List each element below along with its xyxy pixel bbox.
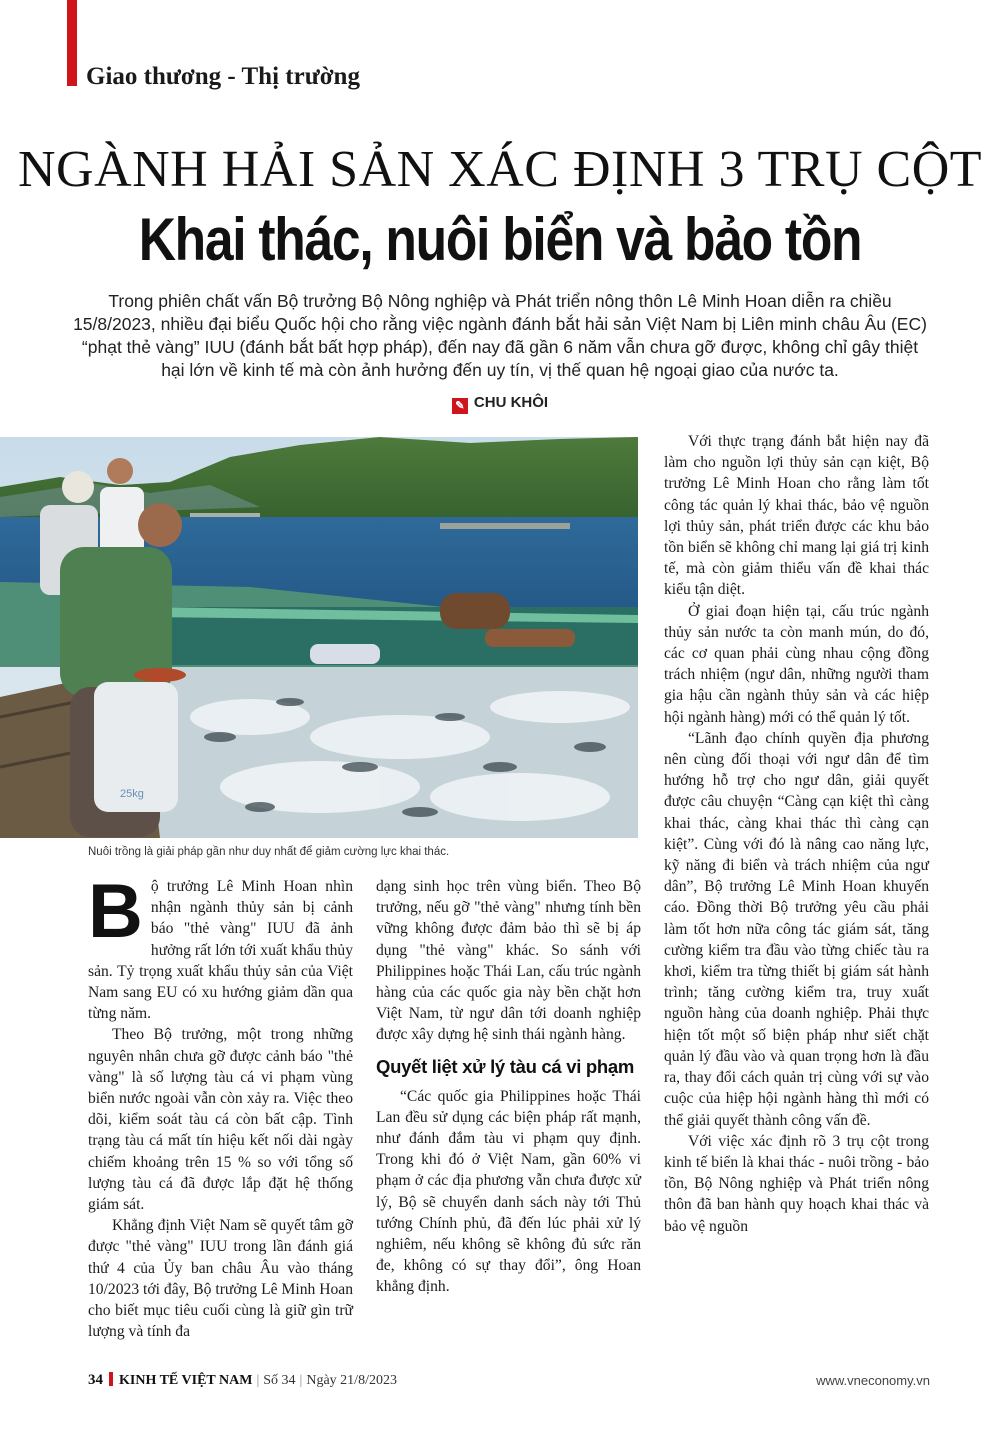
paragraph: Ở giai đoạn hiện tại, cấu trúc ngành thủy sản nước ta còn manh mún, do đó, các cơ quan phải cùng nhau cộng đồng trách nhiệm (ngư dân, những người tham gia hậu cần ngành thủy sản và các hiệp hội ngành hàng) mới có thể quản lý tốt.	[664, 602, 929, 726]
fish-farm-illustration	[0, 437, 638, 838]
issue-number: Số 34	[263, 1373, 296, 1388]
paragraph: Với thực trạng đánh bắt hiện nay đã làm cho nguồn lợi thủy sản cạn kiệt, Bộ trưởng Lê Minh Hoan cho rằng làm tốt công tác quản lý khai thác, bảo vệ nguồn lợi thủy sản, phát triển được các khu bảo tồn biển sẽ không chỉ mang lại giá trị kinh tế, mà còn giảm thiểu vấn đề khai thác kiểu tận diệt.	[664, 433, 929, 599]
paragraph: “Lãnh đạo chính quyền địa phương nên cùng đối thoại với ngư dân để tìm hướng hỗ trợ cho ngư dân, giải quyết được câu chuyện “Càng cạn kiệt thì càng khai thác, càng khai thác thì càng cạn kiệt”. Cùng với đó là nâng cao năng lực, kỹ năng đi biển và trách nhiệm của ngư dân”, Bộ trưởng Lê Minh Hoan khuyến cáo. Đồng thời Bộ trưởng yêu cầu phải làm tốt hơn nữa công tác giám sát, tăng cường kiểm tra đầu vào từng chiếc tàu ra khơi, kiểm tra từng thiết bị giám sát hành trình; tăng cường kiểm tra, truy xuất nguồn hàng của doanh nghiệp. Phải thực hiện tốt một số biện pháp như siết chặt quản lý đầu vào và quan trọng hơn là đầu ra, thay đổi cách quản trị cùng với sự vào cuộc của hiệp hội ngành hàng thì mới có thể giải quyết thành công vấn đề.	[664, 729, 929, 1129]
paragraph: Theo Bộ trưởng, một trong những nguyên nhân chưa gỡ được cảnh báo "thẻ vàng" là số lượng tàu cá vi phạm vùng biển nước ngoài vẫn còn xảy ra. Việc theo dõi, kiểm soát tàu cá còn bất cập. Tình trạng tàu cá mất tín hiệu kết nối dài ngày chiếm khoảng trên 15 % so với tổng số lượng tàu cá đã được lắp đặt hệ thống giám sát.	[88, 1026, 353, 1214]
photo-caption: Nuôi trồng là giải pháp gần như duy nhất để giảm cường lực khai thác.	[88, 846, 450, 858]
author-name: CHU KHÔI	[473, 394, 549, 411]
article-column-2	[376, 876, 641, 1298]
website-url[interactable]: www.vneconomy.vn	[816, 1373, 930, 1388]
section-label: Giao thương - Thị trường	[86, 63, 360, 90]
page-footer: 34 KINH TẾ VIỆT NAM | Số 34 | Ngày 21/8/2023	[88, 1372, 397, 1388]
byline	[0, 394, 1000, 414]
kicker-title: NGÀNH HẢI SẢN XÁC ĐỊNH 3 TRỤ CỘT	[17, 141, 983, 198]
pen-icon: ✎	[452, 398, 468, 414]
paragraph: Khẳng định Việt Nam sẽ quyết tâm gỡ được "thẻ vàng" IUU trong lần đánh giá thứ 4 của Ủy ban châu Âu vào tháng 10/2023 tới đây, Bộ trưởng Lê Minh Hoan cho biết mục tiêu cuối cùng là giữ gìn trữ lượng và tính đa	[88, 1217, 353, 1341]
paragraph-text: ộ trưởng Lê Minh Hoan nhìn nhận ngành thủy sản bị cảnh báo "thẻ vàng" IUU đã ảnh hưởng rất lớn tới xuất khẩu thủy sản. Tỷ trọng xuất khẩu thủy sản của Việt Nam sang EU có xu hướng giảm dần qua từng năm.	[88, 878, 353, 1023]
article-column-3	[664, 431, 929, 1237]
publication-name: KINH TẾ VIỆT NAM	[119, 1373, 253, 1388]
paragraph: “Các quốc gia Philippines hoặc Thái Lan đều sử dụng các biện pháp rất mạnh, như đánh đắm tàu vi phạm quy định. Trong khi đó ở Việt Nam, gần 60% vi phạm ở các địa phương vẫn chưa được xử lý, Bộ sẽ chuyển danh sách này tới Thủ tướng Chính phủ, đã đến lúc phải xử lý nghiêm, nếu không sẽ không đủ sức răn đe, không có sự thay đổi”, ông Hoan khẳng định.	[376, 1087, 641, 1296]
article-column-1	[88, 869, 353, 1342]
paragraph: Với việc xác định rõ 3 trụ cột trong kinh tế biển là khai thác - nuôi trồng - bảo tồn, Bộ Nông nghiệp và Phát triển nông thôn đã ban hành quy hoạch khai thác và bảo vệ nguồn	[664, 1132, 929, 1235]
drop-cap: B	[88, 869, 143, 954]
paragraph: dạng sinh học trên vùng biển. Theo Bộ trưởng, nếu gỡ "thẻ vàng" nhưng tính bền vững không được đảm bảo thì sẽ bị áp dụng "thẻ vàng" khác. So sánh với Philippines hoặc Thái Lan, cấu trúc ngành hàng của các quốc gia này bền chặt hơn Việt Nam, từ ngư dân tới doanh nghiệp được xây dựng hệ sinh thái ngành hàng.	[376, 878, 641, 1044]
headline: Khai thác, nuôi biển và bảo tồn	[138, 206, 862, 273]
subheading: Quyết liệt xử lý tàu cá vi phạm	[376, 1055, 635, 1077]
feed-bag-print: 25kg	[120, 788, 144, 800]
lead-paragraph: Trong phiên chất vấn Bộ trưởng Bộ Nông nghiệp và Phát triển nông thôn Lê Minh Hoan diễn ra chiều 15/8/2023, nhiều đại biểu Quốc hội cho rằng việc ngành đánh bắt hải sản Việt Nam bị Liên minh châu Âu (EC) “phạt thẻ vàng” IUU (đánh bắt bất hợp pháp), đến nay đã gần 6 năm vẫn chưa gỡ được, không chỉ gây thiệt hại lớn về kinh tế mà còn ảnh hưởng đến uy tín, vị thế quan hệ ngoại giao của nước ta.	[73, 291, 927, 380]
page-number: 34	[88, 1372, 103, 1388]
issue-date: Ngày 21/8/2023	[306, 1373, 397, 1388]
paragraph	[88, 869, 353, 1024]
section-accent-bar	[67, 0, 77, 86]
footer-accent-mark	[109, 1372, 113, 1386]
article-photo	[0, 437, 638, 838]
